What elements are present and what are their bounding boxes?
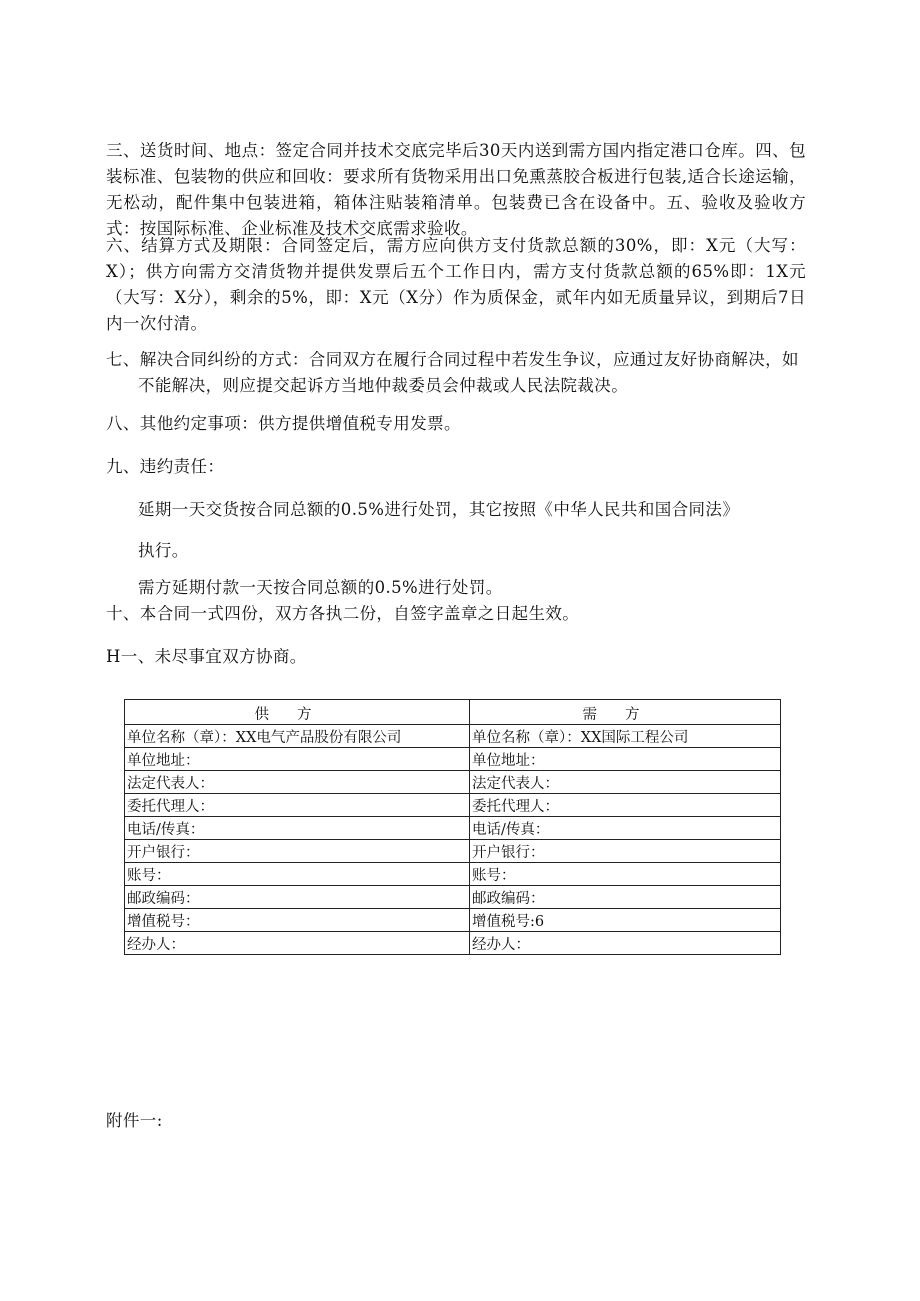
supplier-account: 账号： xyxy=(125,863,470,886)
supplier-address: 单位地址： xyxy=(125,748,470,771)
clause-9-item-late-delivery: 延期一天交货按合同总额的0.5%进行处罚，其它按照《中华人民共和国合同法》 xyxy=(138,500,740,519)
parties-signature-table xyxy=(124,699,781,955)
buyer-bank: 开户银行： xyxy=(470,840,781,863)
table-row xyxy=(125,748,781,771)
buyer-postcode: 邮政编码： xyxy=(470,886,781,909)
buyer-account: 账号： xyxy=(470,863,781,886)
buyer-phone-fax: 电话/传真： xyxy=(470,817,781,840)
supplier-postcode: 邮政编码： xyxy=(125,886,470,909)
clause-8-other-terms: 八、其他约定事项：供方提供增值税专用发票。 xyxy=(106,414,461,433)
supplier-agent: 委托代理人： xyxy=(125,794,470,817)
table-row xyxy=(125,863,781,886)
table-row xyxy=(125,817,781,840)
clause-9-item-late-delivery-continued: 执行。 xyxy=(138,541,189,560)
clause-9-item-late-payment: 需方延期付款一天按合同总额的0.5%进行处罚。 xyxy=(138,578,503,597)
clause-7-line-2: 不能解决，则应提交起诉方当地仲裁委员会仲裁或人民法院裁决。 xyxy=(138,376,629,395)
supplier-company-name: 单位名称（章）：XX电气产品股份有限公司 xyxy=(125,725,470,748)
table-row xyxy=(125,794,781,817)
table-row xyxy=(125,909,781,932)
supplier-phone-fax: 电话/传真： xyxy=(125,817,470,840)
table-row xyxy=(125,840,781,863)
supplier-handler: 经办人： xyxy=(125,932,470,955)
clause-7-line-1: 七、解决合同纠纷的方式：合同双方在履行合同过程中若发生争议，应通过友好协商解决，如 xyxy=(106,350,799,369)
table-row xyxy=(125,932,781,955)
supplier-vat-number: 增值税号： xyxy=(125,909,470,932)
buyer-company-name: 单位名称（章）：XX国际工程公司 xyxy=(470,725,781,748)
clause-11-negotiation: H一、未尽事宜双方协商。 xyxy=(106,647,307,666)
table-row xyxy=(125,771,781,794)
buyer-address: 单位地址： xyxy=(470,748,781,771)
clause-3-5-delivery-packaging-acceptance: 三、送货时间、地点：签定合同并技术交底完毕后30天内送到需方国内指定港口仓库。四、包装标准、包装物的供应和回收：要求所有货物采用出口免熏蒸胶合板进行包装,适合长途运输，无松动，配件集中包装进箱，箱体注贴装箱清单。包装费已含在设备中。五、验收及验收方式：按国际标准、企业标准及技术交底需求验收。 xyxy=(106,141,806,238)
clause-10-copies-effective: 十、本合同一式四份，双方各执二份，自签字盖章之日起生效。 xyxy=(106,604,580,623)
clause-7-dispute-resolution xyxy=(106,347,806,399)
clause-9-breach-heading: 九、违约责任： xyxy=(106,457,225,476)
supplier-legal-rep: 法定代表人： xyxy=(125,771,470,794)
supplier-header: 供方 xyxy=(125,700,470,725)
buyer-handler: 经办人： xyxy=(470,932,781,955)
table-header-row xyxy=(125,700,781,725)
clause-6-payment-terms: 六、结算方式及期限：合同签定后，需方应向供方支付货款总额的30%，即：X元（大写：X）；供方向需方交清货物并提供发票后五个工作日内，需方支付货款总额的65%即：1X元（大写：X分），剩余的5%，即：X元（X分）作为质保金，贰年内如无质量异议，到期后7日内一次付清。 xyxy=(106,236,806,333)
supplier-bank: 开户银行： xyxy=(125,840,470,863)
buyer-legal-rep: 法定代表人： xyxy=(470,771,781,794)
buyer-agent: 委托代理人： xyxy=(470,794,781,817)
table-row xyxy=(125,725,781,748)
buyer-header: 需方 xyxy=(470,700,781,725)
buyer-vat-number: 增值税号:6 xyxy=(470,909,781,932)
table-row xyxy=(125,886,781,909)
attachment-label: 附件一: xyxy=(106,1111,163,1130)
